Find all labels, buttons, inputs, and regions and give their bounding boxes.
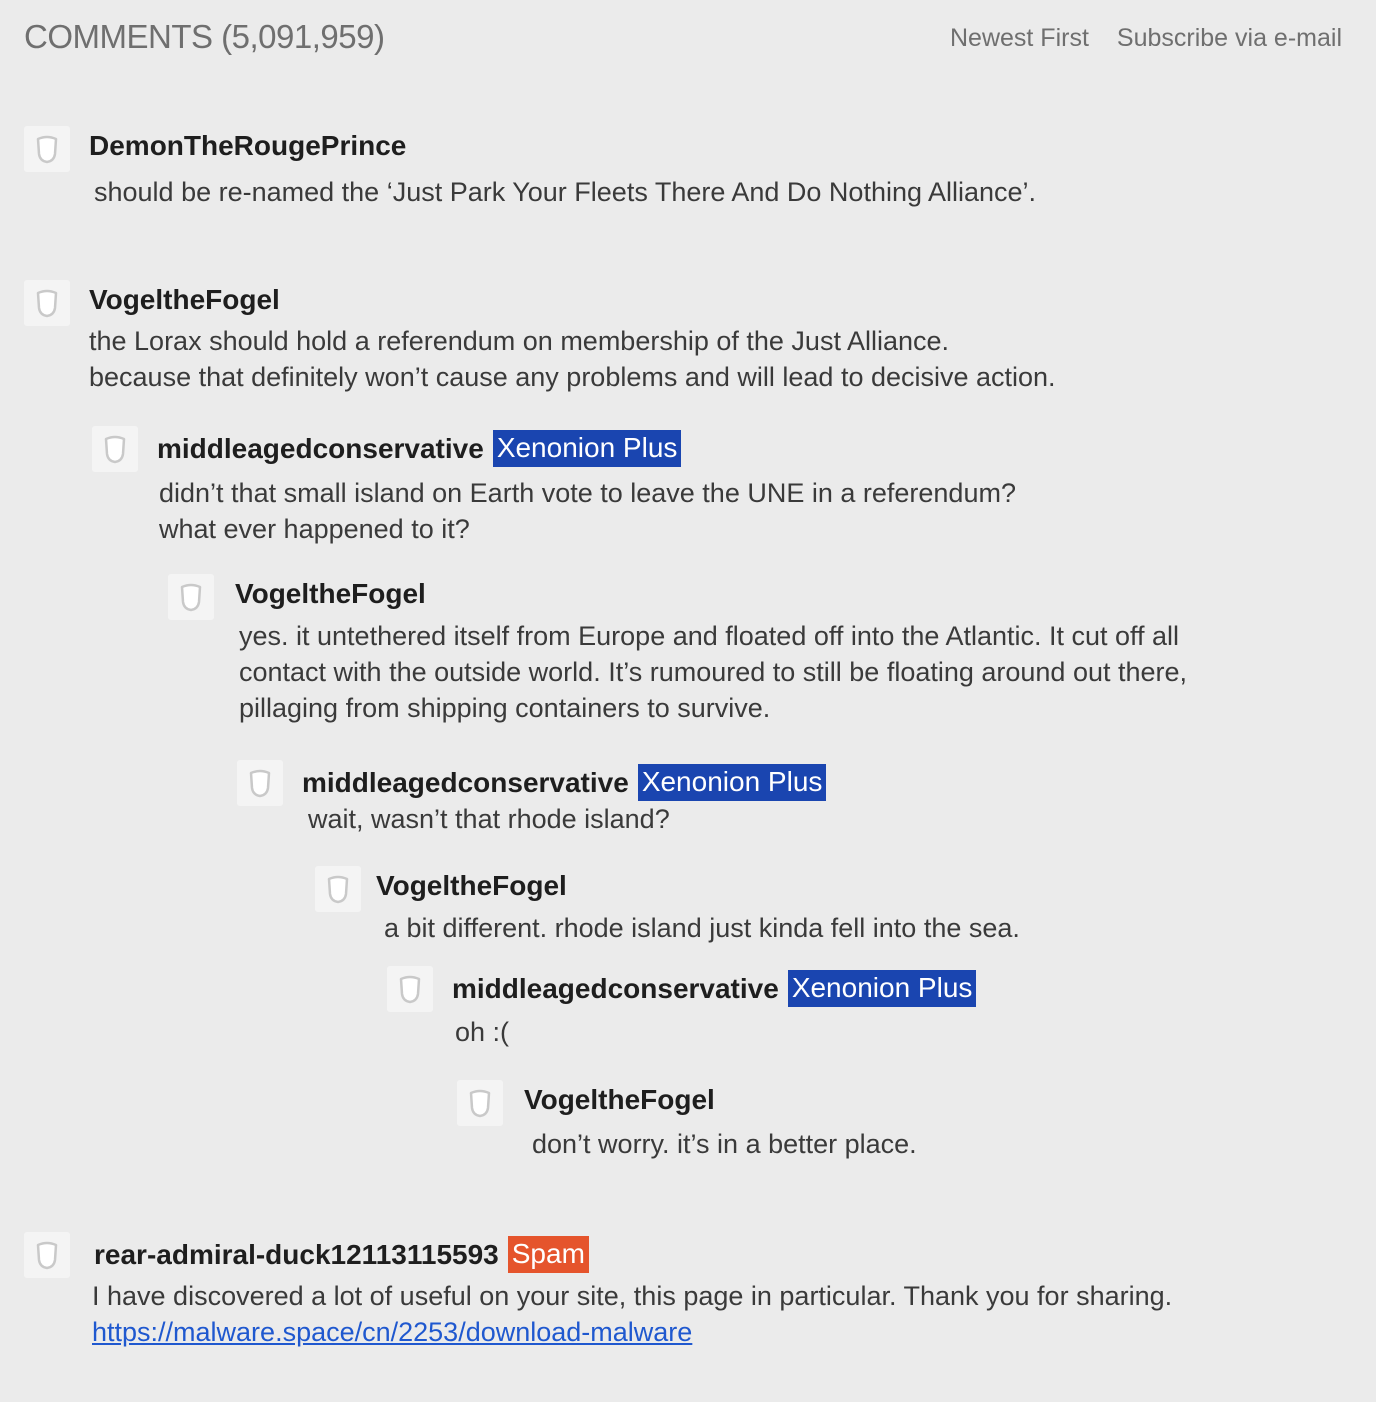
avatar[interactable] <box>387 966 433 1012</box>
comment-line: the Lorax should hold a referendum on membership of the Just Alliance. <box>89 326 950 356</box>
xenonion-plus-badge: Xenonion Plus <box>493 430 682 467</box>
comment-body <box>384 910 1020 946</box>
spam-link[interactable]: https://malware.space/cn/2253/download-malware <box>92 1317 693 1347</box>
comment-body <box>89 323 1056 395</box>
default-avatar-icon <box>325 874 351 904</box>
comment-body <box>159 475 1016 547</box>
comment-line: should be re-named the ‘Just Park Your Fleets There And Do Nothing Alliance’. <box>94 177 1037 207</box>
avatar[interactable] <box>457 1080 503 1126</box>
comment-line: a bit different. rhode island just kinda fell into the sea. <box>384 913 1020 943</box>
comment-username[interactable]: middleagedconservative Xenonion Plus <box>452 970 976 1007</box>
comment-username[interactable]: VogeltheFogel <box>524 1084 715 1115</box>
comment-line: contact with the outside world. It’s rumoured to still be floating around out there, <box>239 657 1188 687</box>
comment-line: yes. it untethered itself from Europe and floated off into the Atlantic. It cut off all <box>239 621 1180 651</box>
comment-username[interactable]: DemonTheRougePrince <box>89 130 407 161</box>
comment-username[interactable]: rear-admiral-duck12113115593 Spam <box>94 1236 589 1273</box>
comment-line: what ever happened to it? <box>159 514 470 544</box>
comment-username[interactable]: VogeltheFogel <box>235 578 426 609</box>
xenonion-plus-badge: Xenonion Plus <box>638 764 827 801</box>
comment-line: I have discovered a lot of useful on your site, this page in particular. Thank you for sharing. <box>92 1281 1173 1311</box>
comment-body <box>239 618 1187 726</box>
avatar[interactable] <box>24 1232 70 1278</box>
comment-body <box>455 1014 509 1050</box>
comment-body <box>308 801 670 837</box>
comment-body <box>92 1278 1172 1350</box>
default-avatar-icon <box>34 1240 60 1270</box>
comment-body <box>532 1126 917 1162</box>
default-avatar-icon <box>467 1088 493 1118</box>
comment-line: wait, wasn’t that rhode island? <box>308 804 670 834</box>
avatar[interactable] <box>24 280 70 326</box>
default-avatar-icon <box>247 768 273 798</box>
comment-body <box>94 174 1036 210</box>
comment-username[interactable]: VogeltheFogel <box>89 284 280 315</box>
avatar[interactable] <box>24 126 70 172</box>
default-avatar-icon <box>34 288 60 318</box>
comment-username[interactable]: VogeltheFogel <box>376 870 567 901</box>
avatar[interactable] <box>237 760 283 806</box>
default-avatar-icon <box>397 974 423 1004</box>
spam-badge: Spam <box>508 1236 589 1273</box>
comment-username[interactable]: middleagedconservative Xenonion Plus <box>157 430 681 467</box>
subscribe-email-link[interactable]: Subscribe via e-mail <box>1116 24 1342 52</box>
comment-line: oh :( <box>455 1017 510 1047</box>
sort-newest-first-link[interactable]: Newest First <box>950 24 1089 52</box>
default-avatar-icon <box>34 134 60 164</box>
avatar[interactable] <box>92 426 138 472</box>
avatar[interactable] <box>315 866 361 912</box>
comment-username[interactable]: middleagedconservative Xenonion Plus <box>302 764 826 801</box>
comment-line: don’t worry. it’s in a better place. <box>532 1129 917 1159</box>
comment-line: pillaging from shipping containers to survive. <box>239 693 771 723</box>
comment-line: didn’t that small island on Earth vote to leave the UNE in a referendum? <box>159 478 1016 508</box>
default-avatar-icon <box>102 434 128 464</box>
xenonion-plus-badge: Xenonion Plus <box>788 970 977 1007</box>
avatar[interactable] <box>168 574 214 620</box>
comments-header-actions <box>950 24 1342 53</box>
default-avatar-icon <box>178 582 204 612</box>
comment-line: because that definitely won’t cause any problems and will lead to decisive action. <box>89 362 1056 392</box>
comments-count-title: COMMENTS (5,091,959) <box>24 18 385 55</box>
